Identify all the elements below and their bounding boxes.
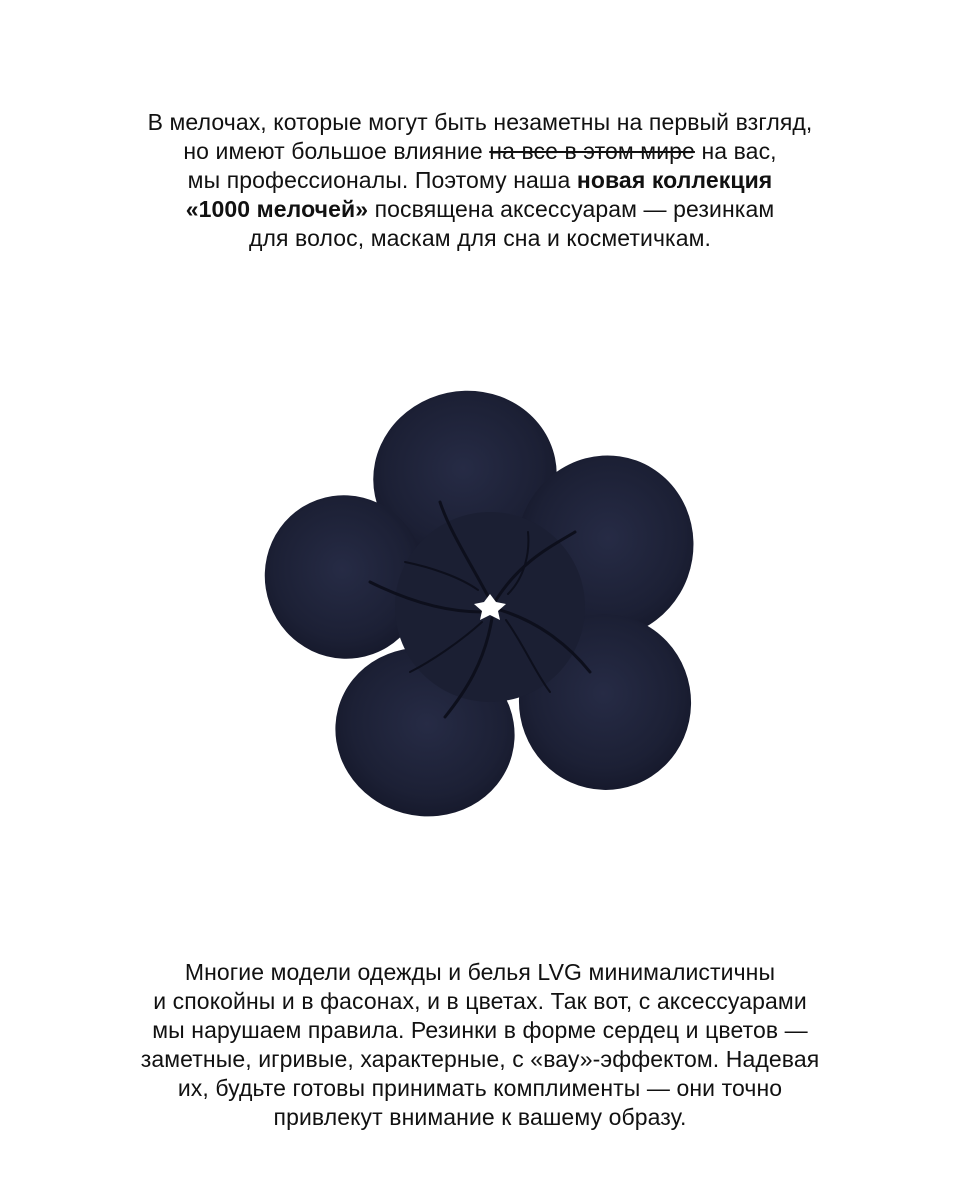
intro-line-2-end: на вас, bbox=[694, 138, 777, 164]
scrunchie-image bbox=[250, 372, 710, 832]
outro-line: привлекут внимание к вашему образу. bbox=[273, 1104, 687, 1130]
collection-label: новая коллекция bbox=[576, 167, 773, 193]
intro-line-3-start: мы профессионалы. Поэтому наша bbox=[187, 167, 577, 193]
outro-line: их, будьте готовы принимать комплименты — они точно bbox=[177, 1075, 783, 1101]
flower-scrunchie-icon bbox=[250, 372, 710, 832]
intro-paragraph bbox=[0, 108, 960, 253]
outro-line: Многие модели одежды и белья LVG минималистичны bbox=[184, 959, 776, 985]
intro-line-2 bbox=[0, 137, 960, 166]
outro-line: мы нарушаем правила. Резинки в форме сердец и цветов — bbox=[152, 1017, 808, 1043]
intro-line-4-end: посвящена аксессуарам — резинкам bbox=[368, 196, 775, 222]
intro-line-5: для волос, маскам для сна и косметичкам. bbox=[248, 225, 712, 251]
intro-line-3 bbox=[0, 166, 960, 195]
outro-line: и спокойны и в фасонах, и в цветах. Так вот, с аксессуарами bbox=[153, 988, 807, 1014]
strikethrough-text: на все в этом мире bbox=[489, 138, 695, 164]
intro-line-1: В мелочах, которые могут быть незаметны на первый взгляд, bbox=[147, 109, 813, 135]
collection-name: «1000 мелочей» bbox=[185, 196, 369, 222]
outro-line: заметные, игривые, характерные, с «вау»-эффектом. Надевая bbox=[140, 1046, 820, 1072]
intro-line-2-start: но имеют большое влияние bbox=[183, 138, 490, 164]
outro-paragraph bbox=[0, 958, 960, 1132]
intro-line-4 bbox=[0, 195, 960, 224]
